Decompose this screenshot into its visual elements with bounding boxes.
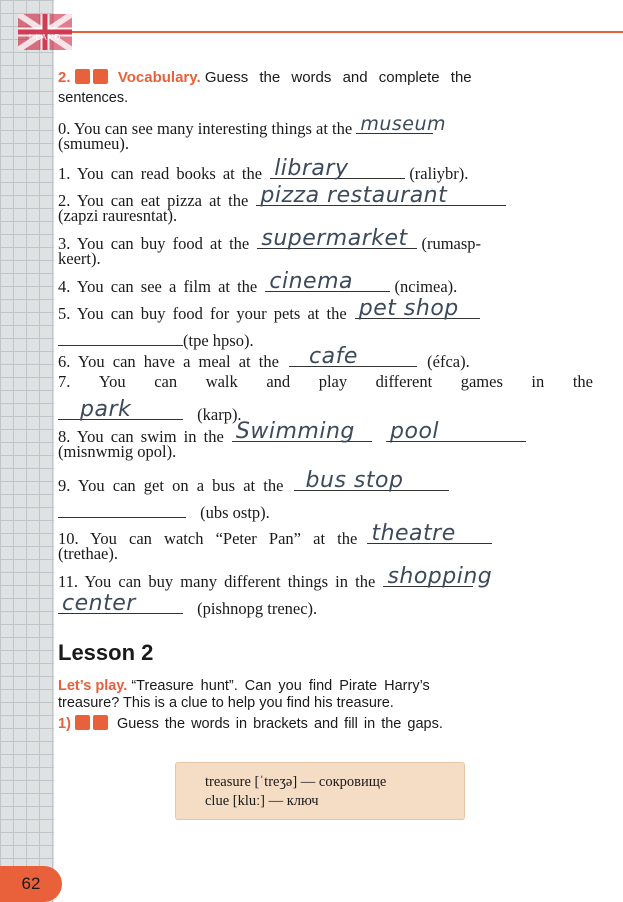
answer-blank-empty xyxy=(58,497,186,518)
handwritten-answer: park xyxy=(80,397,132,422)
answer-blank xyxy=(270,158,405,179)
handwritten-answer: cafe xyxy=(309,344,358,369)
word: 7. xyxy=(58,372,71,391)
answer-blank xyxy=(289,346,417,367)
word: can xyxy=(154,372,178,391)
glossary-treasure: treasure [ˈtreʒə] — сокровище xyxy=(205,774,387,790)
lesson-heading: Lesson 2 xyxy=(58,640,154,665)
exercise-instruction-cont: sentences. xyxy=(58,90,129,106)
handwritten-answer: theatre xyxy=(371,521,456,546)
sentence-1: 1. You can read books at the library (raliybr). xyxy=(58,156,469,183)
logo-text: I-LAND xyxy=(28,33,62,42)
handwritten-answer: shopping xyxy=(387,564,493,589)
page-margin-grid xyxy=(0,0,54,902)
sentence-5: 5. You can buy food for your pets at the pet shop xyxy=(58,298,593,324)
handwritten-answer: pet shop xyxy=(358,296,459,321)
answer-blank-2 xyxy=(386,421,526,442)
word: different xyxy=(375,372,433,391)
sentence-10-clue: (trethae). xyxy=(58,544,118,563)
sentence-6: 6. You can have a meal at the cafe (éfca). xyxy=(58,344,470,371)
handwritten-answer: library xyxy=(274,156,349,181)
sentence-7-clue: park (karp). xyxy=(58,399,593,425)
task-1: 1) Guess the words in brackets and fill in the gaps. xyxy=(58,716,443,732)
exercise-number: 2. xyxy=(58,69,71,86)
sentence-11: 11. You can buy many different things in the shopping xyxy=(58,564,493,591)
sentence-0: 0. You can see many interesting things at the museum xyxy=(58,113,447,138)
answer-blank xyxy=(355,298,480,319)
handwritten-answer-2: pool xyxy=(390,419,440,444)
answer-blank xyxy=(294,470,449,491)
lets-play-line: Let’s play. “Treasure hunt”. Can you find Pirate Harry’s xyxy=(58,678,430,694)
answer-blank xyxy=(256,185,506,206)
page-number: 62 xyxy=(0,866,62,902)
word: in xyxy=(531,372,545,391)
answer-blank xyxy=(58,399,183,420)
glossary-note xyxy=(175,762,465,820)
handwritten-answer: Swimming xyxy=(235,419,355,444)
sentence-9-clue: (ubs ostp). xyxy=(58,497,593,523)
sentence-5-clue: (tpe hpso). xyxy=(58,325,593,351)
lets-play-line-2: treasure? This is a clue to help you find his treasure. xyxy=(58,695,394,711)
glossary-clue: clue [kluː] — ключ xyxy=(205,793,319,809)
sentence-2: 2. You can eat pizza at the pizza restaurant xyxy=(58,185,593,211)
sentence-2-clue: (zapzi rauresntat). xyxy=(58,206,178,225)
handwritten-answer: cinema xyxy=(269,269,353,294)
answer-blank xyxy=(257,228,417,249)
cd-icon xyxy=(93,69,108,84)
answer-blank xyxy=(367,523,492,544)
sentence-4: 4. You can see a film at the cinema (ncimea). xyxy=(58,269,458,296)
sentence-3-clue: keert). xyxy=(58,249,101,268)
sentence-9: 9. You can get on a bus at the bus stop xyxy=(58,470,593,496)
header-rule xyxy=(54,31,623,33)
cd-icon xyxy=(93,715,108,730)
word: games xyxy=(460,372,503,391)
exercise-title: Vocabulary. xyxy=(117,69,201,86)
handwritten-answer: bus stop xyxy=(305,468,404,493)
sentence-10: 10. You can watch “Peter Pan” at the theatre xyxy=(58,523,593,549)
sentence-3: 3. You can buy food at the supermarket (rumasp- xyxy=(58,226,482,253)
answer-blank-2 xyxy=(58,593,183,614)
answer-blank xyxy=(383,564,493,589)
exercise-2-heading xyxy=(58,68,593,88)
handwritten-answer: pizza restaurant xyxy=(260,183,448,208)
sentence-7 xyxy=(58,372,593,392)
word: play xyxy=(318,372,348,391)
word: walk xyxy=(205,372,238,391)
sentence-11-clue: center (pishnopg trenec). xyxy=(58,593,593,619)
writing-icon xyxy=(75,69,90,84)
handwritten-answer: museum xyxy=(360,113,447,135)
sentence-8: 8. You can swim in the Swimming pool xyxy=(58,421,593,447)
handwritten-answer-2: center xyxy=(62,591,136,616)
word: and xyxy=(266,372,291,391)
uk-flag-icon xyxy=(18,14,72,50)
handwritten-answer: supermarket xyxy=(261,226,408,251)
writing-icon xyxy=(75,715,90,730)
sentence-8-clue: (misnwmig opol). xyxy=(58,442,177,461)
answer-blank xyxy=(356,113,447,135)
answer-blank-empty xyxy=(58,325,183,346)
answer-blank xyxy=(265,271,390,292)
word: the xyxy=(572,372,593,391)
answer-blank xyxy=(232,421,372,442)
lets-play-label: Let’s play. xyxy=(58,678,128,694)
word: You xyxy=(98,372,126,391)
exercise-instruction: Guess the words and complete the xyxy=(204,69,472,86)
sentence-0-clue: (smumeu). xyxy=(58,134,130,153)
